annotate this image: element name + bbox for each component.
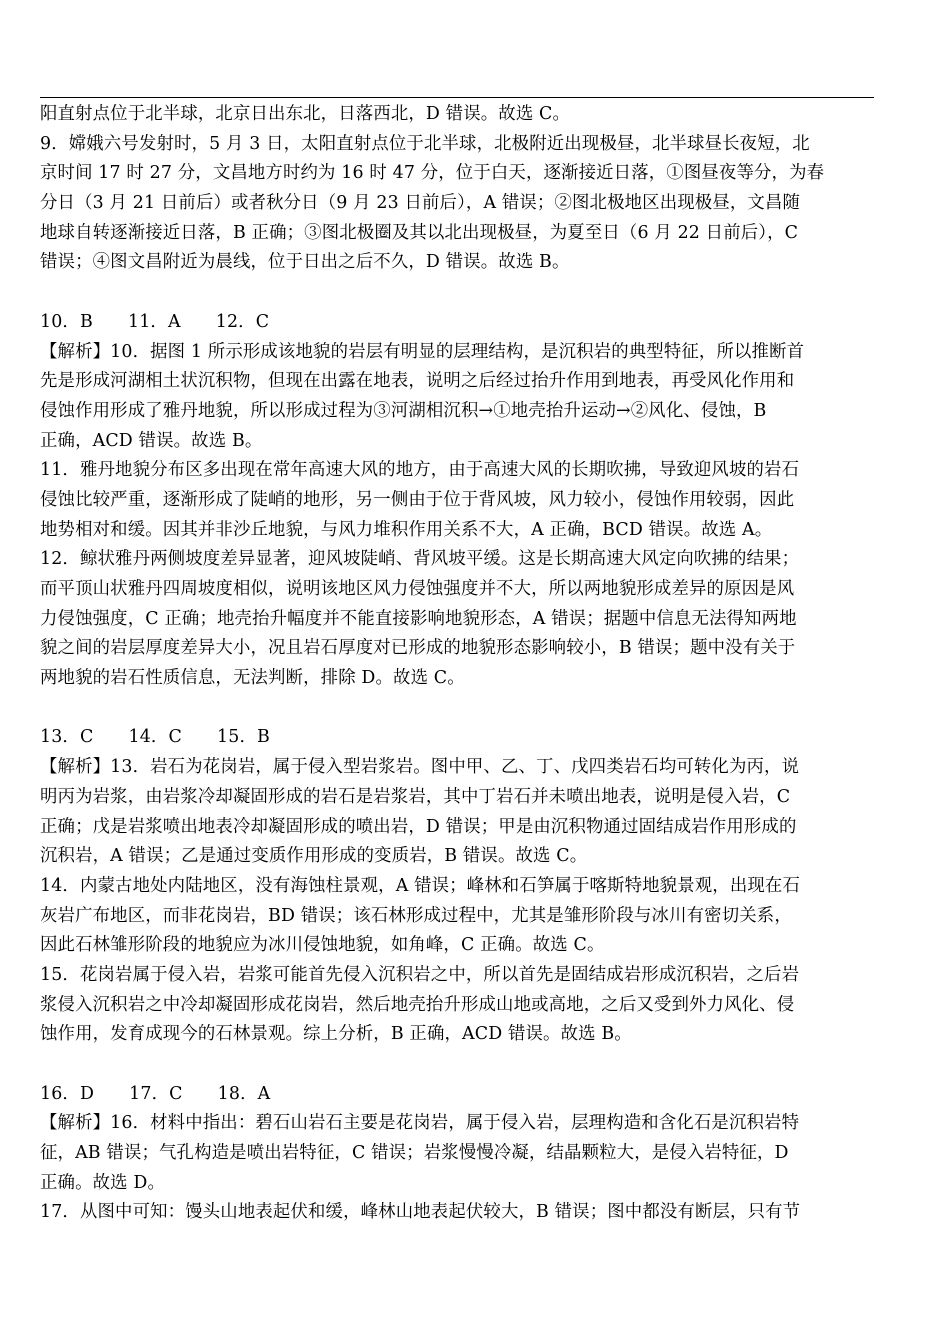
text-line: 蚀作用，发育成现今的石林景观。综上分析，B 正确，ACD 错误。故选 B。 xyxy=(40,1024,632,1045)
text-line: 侵蚀比较严重，逐渐形成了陡峭的地形，另一侧由于位于背风坡，风力较小，侵蚀作用较弱，因此 xyxy=(40,489,795,510)
text-line: 浆侵入沉积岩之中冷却凝固形成花岗岩，然后地壳抬升形成山地或高地，之后又受到外力风化、侵 xyxy=(40,994,795,1015)
text-line: 正确。故选 D。 xyxy=(40,1172,166,1193)
text-line: 正确，ACD 错误。故选 B。 xyxy=(40,430,263,451)
text-line: 明丙为岩浆，由岩浆冷却凝固形成的岩石是岩浆岩，其中丁岩石并未喷出地表，说明是侵入岩，C xyxy=(40,786,791,807)
analysis-11-line: 11．雅丹地貌分布区多出现在常年高速大风的地方，由于高速大风的长期吹拂，导致迎风坡的岩石 xyxy=(40,460,800,481)
text-line: 分日（3 月 21 日前后）或者秋分日（9 月 23 日前后），A 错误；②图北极地区出现极昼，文昌随 xyxy=(40,193,801,214)
analysis-12-line: 12．鲸状雅丹两侧坡度差异显著，迎风坡陡峭、背风坡平缓。这是长期高速大风定向吹拂的结果； xyxy=(40,549,800,570)
question-9-line: 9．嫦娥六号发射时，5 月 3 日，太阳直射点位于北半球，北极附近出现极昼，北半球昼长夜短，北 xyxy=(40,133,810,154)
analysis-10-line: 【解析】10．据图 1 所示形成该地貌的岩层有明显的层理结构，是沉积岩的典型特征，所以推断首 xyxy=(40,341,805,362)
document-body xyxy=(40,100,874,1228)
text-line: 正确；戊是岩浆喷出地表冷却凝固形成的喷出岩，D 错误；甲是由沉积物通过固结成岩作用形成的 xyxy=(40,816,797,837)
answer-key-13-15: 13．C 14．C 15．B xyxy=(40,727,270,748)
text-line: 而平顶山状雅丹四周坡度相似，说明该地区风力侵蚀强度并不大，所以两地貌形成差异的原因是风 xyxy=(40,579,795,599)
text-line: 错误；④图文昌附近为晨线，位于日出之后不久，D 错误。故选 B。 xyxy=(40,252,570,273)
text-line: 先是形成河湖相土状沉积物，但现在出露在地表，说明之后经过抬升作用到地表，再受风化作用和 xyxy=(40,371,795,392)
paragraph-gap xyxy=(40,278,874,308)
analysis-14-line: 14．内蒙古地处内陆地区，没有海蚀柱景观，A 错误；峰林和石笋属于喀斯特地貌景观，出现在石 xyxy=(40,875,800,896)
analysis-16-line: 【解析】16．材料中指出：碧石山岩石主要是花岗岩，属于侵入岩，层理构造和含化石是沉积岩特 xyxy=(40,1113,800,1134)
text-line: 地势相对和缓。因其并非沙丘地貌，与风力堆积作用关系不大，A 正确，BCD 错误。故选 A。 xyxy=(40,519,773,540)
analysis-13-line: 【解析】13．岩石为花岗岩，属于侵入型岩浆岩。图中甲、乙、丁、戊四类岩石均可转化为丙，说 xyxy=(40,757,800,778)
answer-key-16-18: 16．D 17．C 18．A xyxy=(40,1083,271,1104)
text-line: 地球自转逐渐接近日落，B 正确；③图北极圈及其以北出现极昼，为夏至日（6 月 22 日前后），C xyxy=(40,222,799,243)
text-line: 阳直射点位于北半球，北京日出东北，日落西北，D 错误。故选 C。 xyxy=(40,104,571,124)
text-line: 征，AB 错误；气孔构造是喷出岩特征，C 错误；岩浆慢慢冷凝，结晶颗粒大，是侵入岩特征，D xyxy=(40,1143,789,1164)
text-line: 灰岩广布地区，而非花岗岩，BD 错误；该石林形成过程中，尤其是雏形阶段与冰川有密切关系， xyxy=(40,905,792,926)
analysis-17-line: 17．从图中可知：馒头山地表起伏和缓，峰林山地表起伏较大，B 错误；图中都没有断层，只有节 xyxy=(40,1202,801,1223)
header-rule xyxy=(40,97,874,98)
text-line: 两地貌的岩石性质信息，无法判断，排除 D。故选 C。 xyxy=(40,668,465,689)
text-line: 貌之间的岩层厚度差异大小，况且岩石厚度对已形成的地貌形态影响较小，B 错误；题中没有关于 xyxy=(40,638,796,659)
answer-key-10-12: 10．B 11．A 12．C xyxy=(40,311,270,332)
paragraph-gap xyxy=(40,694,874,724)
analysis-15-line: 15．花岗岩属于侵入岩，岩浆可能首先侵入沉积岩之中，所以首先是固结成岩形成沉积岩，之后岩 xyxy=(40,964,800,985)
paragraph-gap xyxy=(40,1050,874,1080)
text-line: 力侵蚀强度，C 正确；地壳抬升幅度并不能直接影响地貌形态，A 错误；据题中信息无法得知两地 xyxy=(40,608,797,629)
text-line: 京时间 17 时 27 分，文昌地方时约为 16 时 47 分，位于白天，逐渐接近日落，①图昼夜等分，为春 xyxy=(40,163,825,184)
text-line: 侵蚀作用形成了雅丹地貌，所以形成过程为③河湖相沉积→①地壳抬升运动→②风化、侵蚀，B xyxy=(40,400,767,421)
text-line: 因此石林雏形阶段的地貌应为冰川侵蚀地貌，如角峰，C 正确。故选 C。 xyxy=(40,935,605,956)
text-line: 沉积岩，A 错误；乙是通过变质作用形成的变质岩，B 错误。故选 C。 xyxy=(40,846,588,867)
